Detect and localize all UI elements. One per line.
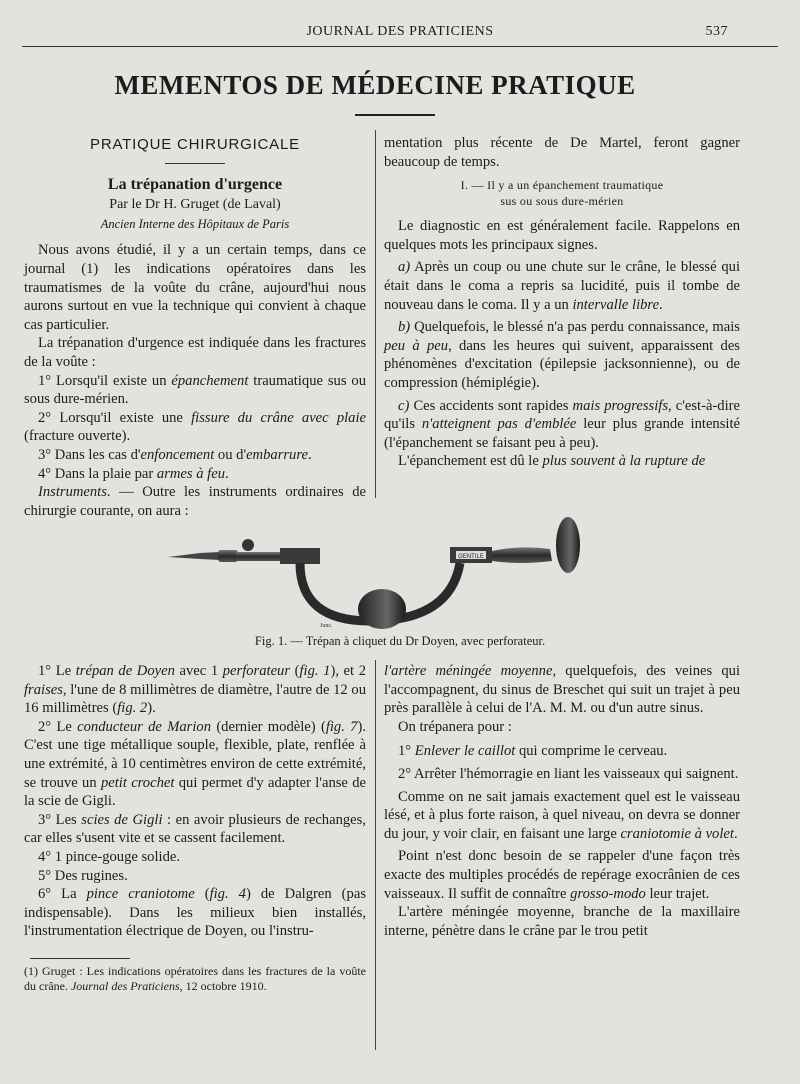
ratchet-block bbox=[280, 548, 320, 564]
engraver-signature: Junc. bbox=[320, 623, 333, 629]
list-item: 2° Le conducteur de Marion (dernier modèle) (fig. 7). C'est une tige métallique souple, flexible, plate, renflée à une extrémité, à 10 centimètres environ de cette extrémité, se trouve un petit crochet qui permet d'y adapter l'anse de la scie de Gigli. bbox=[24, 718, 366, 810]
list-item: 5° Des rugines. bbox=[38, 867, 128, 884]
list-item: 6° La pince craniotome (fig. 4) de Dalgren (pas indispensable). Dans les milieux bien installés, l'instrumentation électrique de Doyen, ou l'instru- bbox=[24, 886, 366, 940]
list-item: 1° Enlever le caillot qui comprime le cerveau. bbox=[398, 743, 668, 760]
paragraph: L'artère méningée moyenne, branche de la maxillaire interne, pénètre dans le crâne par le trou petit bbox=[384, 904, 740, 939]
paragraph: L'épanchement est dû le plus souvent à la rupture de bbox=[398, 453, 706, 470]
wooden-handle bbox=[492, 547, 552, 563]
paragraph: c) Ces accidents sont rapides mais progressifs, c'est-à-dire qu'ils n'atteignent pas d'emblée leur plus grande intensité (l'épanchement se faisant peu à peu). bbox=[384, 397, 740, 451]
list-item: 1° Le trépan de Doyen avec 1 perforateur (fig. 1), et 2 fraises, l'une de 8 millimètres de diamètre, l'autre de 12 ou 16 millimètres (fig. 2). bbox=[24, 663, 366, 717]
handle-knob bbox=[556, 517, 580, 573]
perforator-tip bbox=[168, 552, 220, 560]
subsection-heading: I. — Il y a un épanchement traumatique sus ou sous dure-mérien bbox=[460, 178, 664, 209]
list-item: 4° Dans la plaie par armes à feu. bbox=[38, 465, 229, 482]
figure-trephine bbox=[160, 515, 600, 635]
byline: Par le Dr H. Gruget (de Laval) bbox=[109, 197, 281, 213]
paragraph: b) Quelquefois, le blessé n'a pas perdu connaissance, mais peu à peu, dans les heures qui suivent, apparaissent des phénomènes d'excitation (épilepsie jacksonnienne), ou de compression (hémiplégie). bbox=[384, 319, 740, 391]
paragraph: mentation plus récente de De Martel, feront gagner beaucoup de temps. bbox=[384, 135, 740, 170]
left-column-top bbox=[24, 136, 366, 520]
right-column-top bbox=[384, 134, 740, 471]
footnote-rule bbox=[30, 958, 130, 959]
column-divider-bottom bbox=[375, 660, 376, 1050]
list-item: 4° 1 pince-gouge solide. bbox=[38, 848, 181, 865]
header-rule bbox=[22, 46, 778, 47]
paragraph: On trépanera pour : bbox=[398, 718, 512, 735]
paragraph: Comme on ne sait jamais exactement quel est le vaisseau lésé, et à plus forte raison, à quel niveau, on devra se donner du jour, y voir clair, en faisant une large craniotomie à volet. bbox=[384, 788, 740, 842]
right-column-bottom bbox=[384, 662, 740, 940]
paragraph: Le diagnostic en est généralement facile. Rappelons en quelques mots les principaux signes. bbox=[384, 218, 740, 253]
paragraph: Instruments. — Outre les instruments ordinaires de chirurgie courante, on aura : bbox=[24, 484, 366, 519]
list-item: 1° Lorsqu'il existe un épanchement traumatique sus ou sous dure-mérien. bbox=[24, 372, 366, 408]
paragraph: La trépanation d'urgence est indiquée dans les fractures de la voûte : bbox=[24, 335, 366, 370]
list-item: 2° Lorsqu'il existe une fissure du crâne avec plaie (fracture ouverte). bbox=[24, 409, 366, 445]
section-heading: PRATIQUE CHIRURGICALE bbox=[90, 136, 300, 153]
running-head bbox=[0, 24, 800, 44]
running-title: JOURNAL DES PRATICIENS bbox=[306, 24, 494, 39]
maker-mark: GENTILE bbox=[458, 554, 484, 560]
affiliation: Ancien Interne des Hôpitaux de Paris bbox=[100, 216, 290, 231]
paragraph: Nous avons étudié, il y a un certain temps, dans ce journal (1) les indications opératoires dans les traumatismes de la voûte du crâne, aujourd'hui nous aurons surtout en vue la technique qui convient à chaque cas particulier. bbox=[24, 242, 366, 333]
paragraph: a) Après un coup ou une chute sur le crâne, le blessé qui était dans le coma a repris sa lucidité, puis il tombe de nouveau dans le coma. Il y a un intervalle libre. bbox=[384, 259, 740, 313]
article-title: La trépanation d'urgence bbox=[107, 175, 283, 193]
list-item: 3° Les scies de Gigli : en avoir plusieurs de rechanges, car elles s'usent vite et se cassent facilement. bbox=[24, 811, 366, 847]
section-rule bbox=[165, 163, 225, 164]
crank-knob bbox=[358, 589, 406, 629]
left-column-bottom bbox=[24, 662, 366, 941]
paragraph: l'artère méningée moyenne, quelquefois, des veines qui l'accompagnent, du sinus de Breschet qui suit un trajet à peu près parallèle à celui de l'A. M. M. ou d'un autre sinus. bbox=[384, 663, 740, 717]
trephine-illustration bbox=[160, 515, 600, 635]
list-item: 2° Arrêter l'hémorragie en liant les vaisseaux qui saignent. bbox=[398, 765, 739, 782]
paragraph: Point n'est donc besoin de se rappeler d'une façon très exacte des multiples procédés de repérage exocrânien de ces vaisseaux. Il suffit de connaître grosso-modo leur trajet. bbox=[384, 848, 740, 902]
figure-caption: Fig. 1. — Trépan à cliquet du Dr Doyen, avec perforateur. bbox=[254, 634, 546, 648]
page-number: 537 bbox=[705, 24, 728, 39]
title-rule bbox=[355, 114, 435, 116]
column-divider-top bbox=[375, 130, 376, 498]
main-title: MEMENTOS DE MÉDECINE PRATIQUE bbox=[114, 70, 636, 100]
list-item: 3° Dans les cas d'enfoncement ou d'embarrure. bbox=[38, 446, 312, 463]
chuck bbox=[218, 550, 238, 562]
chuck-screw bbox=[242, 539, 254, 551]
footnote: (1) Gruget : Les indications opératoires dans les fractures de la voûte du crâne. Journal des Praticiens, 12 octobre 1910. bbox=[24, 964, 366, 993]
